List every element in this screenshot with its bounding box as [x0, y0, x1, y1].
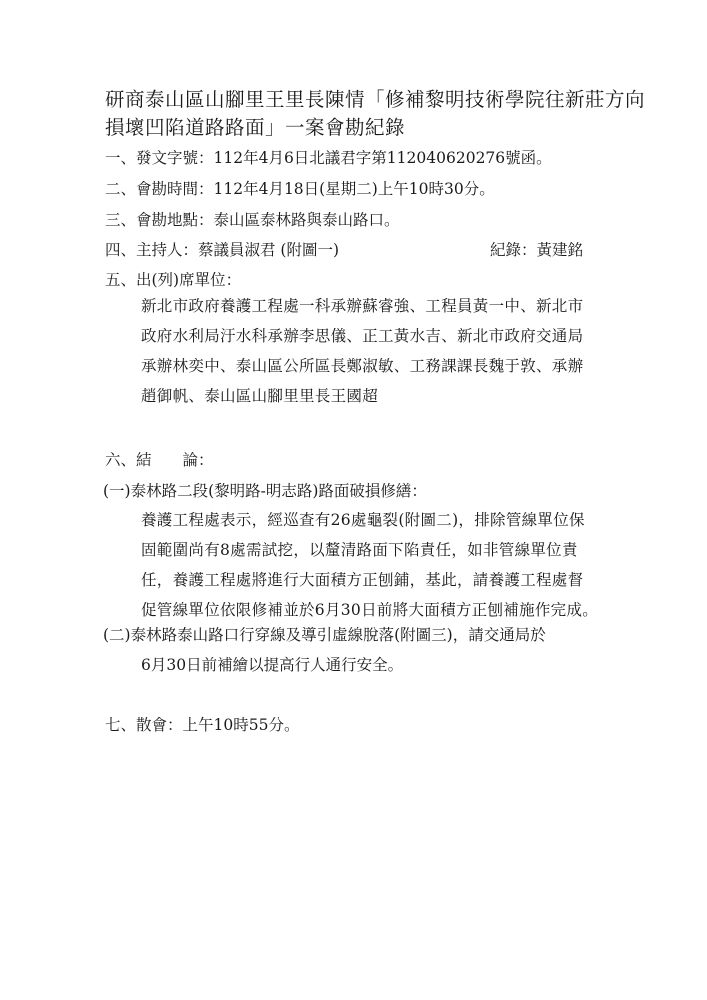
doc-number-line: 一、發文字號：112年4月6日北議君字第112040620276號函。 — [105, 149, 552, 167]
attendees-line: 承辦林奕中、泰山區公所區長鄭淑敏、工務課課長魏于敦、承辦 — [141, 357, 584, 375]
attendees-line: 趙御帆、泰山區山腳里里長王國超 — [141, 387, 379, 405]
conclusion-2-line: 6月30日前補繪以提高行人通行安全。 — [141, 656, 404, 674]
conclusion-line: 促管線單位依限修補並於6月30日前將大面積方正刨補施作完成。 — [141, 601, 599, 619]
attendees-line: 政府水利局汙水科承辦李思儀、正工黃水吉、新北市政府交通局 — [141, 327, 584, 345]
meeting-location-line: 三、會勘地點：泰山區泰林路與泰山路口。 — [105, 211, 400, 229]
attendees-line: 新北市政府養護工程處一科承辦蘇睿強、工程員黃一中、新北市 — [141, 297, 584, 315]
conclusion-2-line: (二)泰林路泰山路口行穿線及導引虛線脫落(附圖三)，請交通局於 — [103, 626, 546, 644]
document-title: 研商泰山區山腳里王里長陳情「修補黎明技術學院往新莊方向損壞凹陷道路路面」一案會勘紀錄 — [105, 88, 646, 139]
conclusion-1-body — [141, 505, 598, 625]
meeting-time-line: 二、會勘時間：112年4月18日(星期二)上午10時30分。 — [105, 180, 495, 198]
conclusion-heading: 六、結 論： — [105, 451, 214, 469]
recorder-label: 紀錄：黃建銘 — [490, 241, 584, 259]
adjourn-line: 七、散會：上午10時55分。 — [105, 716, 300, 734]
host-line: 四、主持人：蔡議員淑君 (附圖一) — [105, 241, 340, 259]
conclusion-line: 養護工程處表示，經巡查有26處龜裂(附圖二)，排除管線單位保 — [141, 511, 585, 529]
conclusion-line: 固範圍尚有8處需試挖，以釐清路面下陷責任，如非管線單位責 — [141, 541, 578, 559]
conclusion-line: 任，養護工程處將進行大面積方正刨鋪，基此，請養護工程處督 — [141, 571, 584, 589]
attendees-heading: 五、出(列)席單位： — [105, 271, 242, 289]
conclusion-1-title: (一)泰林路二段(黎明路-明志路)路面破損修繕： — [103, 482, 427, 500]
attendees-list — [141, 291, 583, 411]
